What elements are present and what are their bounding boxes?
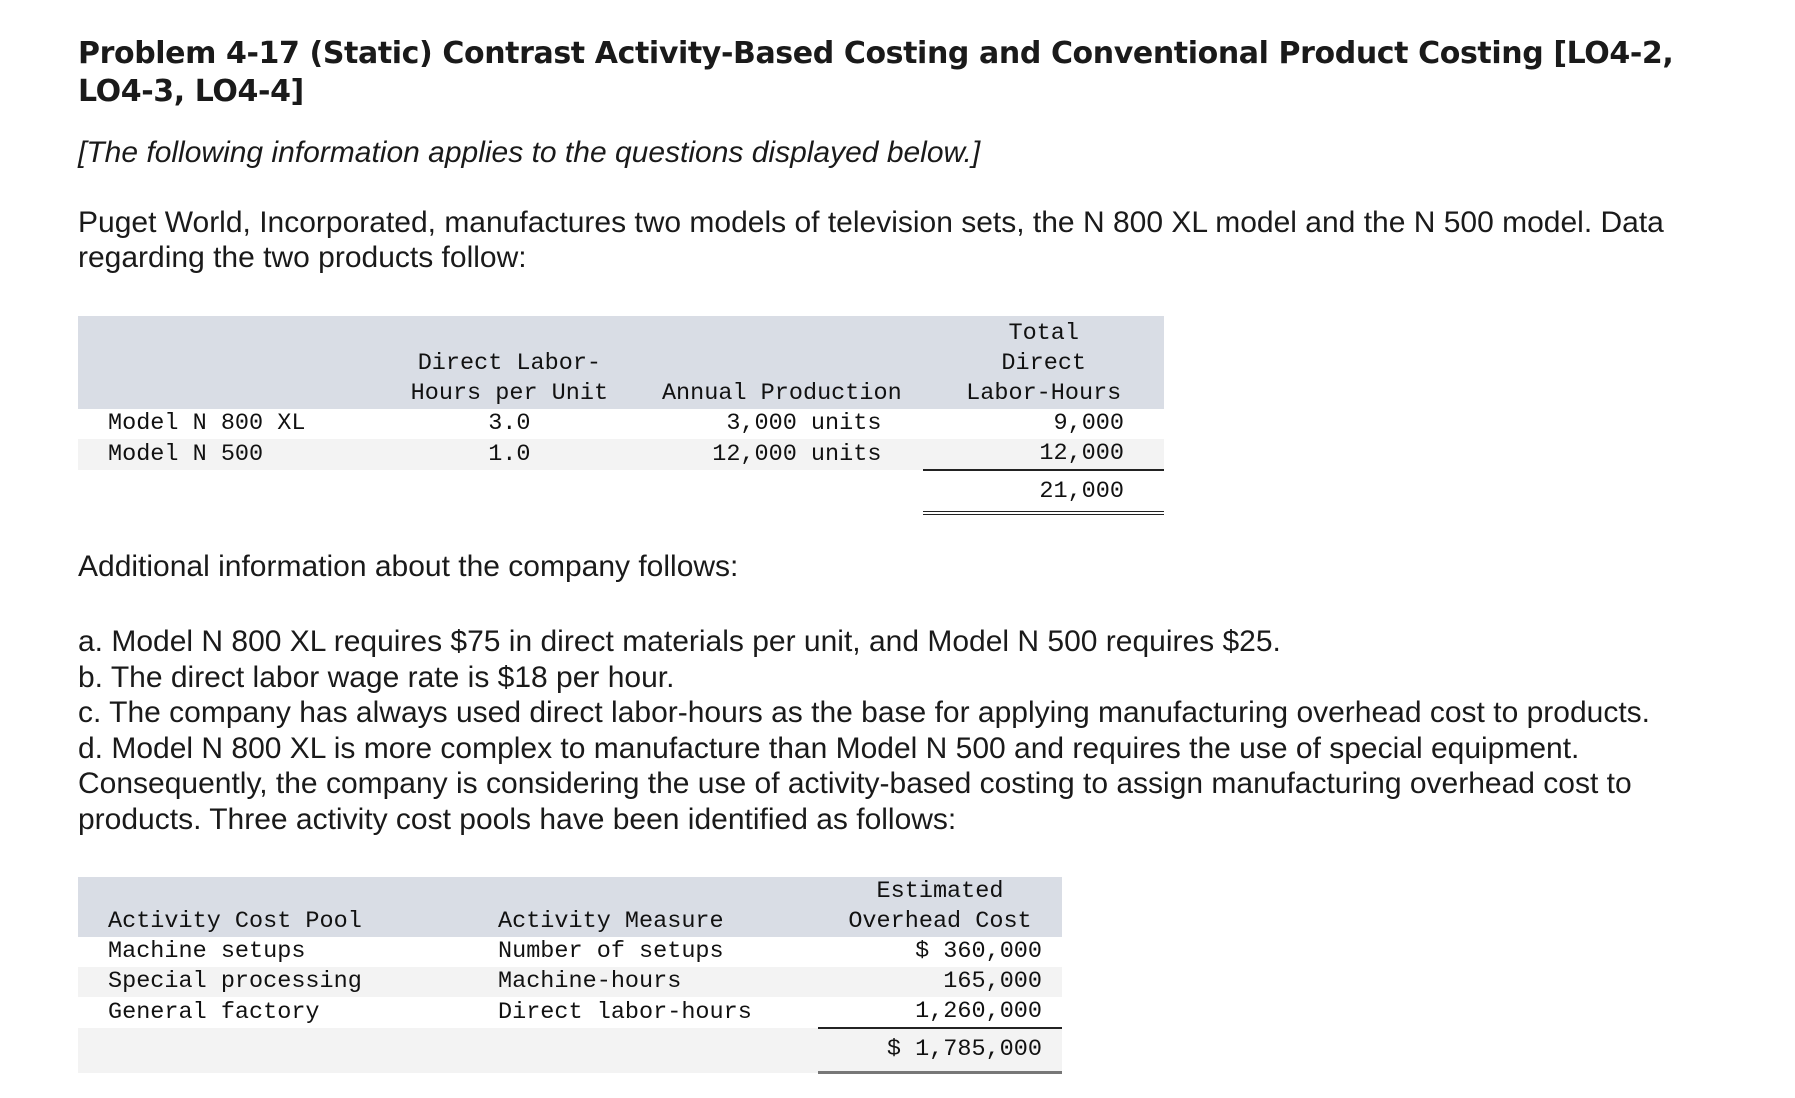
header-hours-line2: Hours per Unit xyxy=(410,380,609,407)
table-row xyxy=(78,997,1062,1028)
header-production-text: Annual Production xyxy=(661,380,902,407)
applies-note: [The following information applies to the questions displayed below.] xyxy=(78,136,981,169)
table-row xyxy=(78,439,1164,470)
list-item: c. The company has always used direct labor-hours as the base for applying manufacturing overhead cost to products. xyxy=(78,696,1650,729)
additional-items-list xyxy=(78,624,1717,837)
activity-measure: Number of setups xyxy=(498,937,818,967)
header-cost-line1: Estimated xyxy=(876,878,1004,905)
activity-measure: Direct labor-hours xyxy=(498,997,818,1028)
hours-per-unit: 3.0 xyxy=(379,409,641,439)
activity-pool: General factory xyxy=(78,997,498,1028)
grand-total-overhead: $ 1,785,000 xyxy=(818,1028,1062,1073)
table-row xyxy=(78,967,1062,997)
table-row xyxy=(78,937,1062,967)
total-row xyxy=(78,1028,1062,1073)
list-item: a. Model N 800 XL requires $75 in direct materials per unit, and Model N 500 requires $25. xyxy=(78,625,1281,658)
header-activity-cost-pool xyxy=(78,877,498,937)
intro-paragraph: Puget World, Incorporated, manufactures two models of television sets, the N 800 XL model and the N 500 model. Data regarding the two products follow: xyxy=(78,206,1664,274)
activity-measure: Machine-hours xyxy=(498,967,818,997)
annual-production: 3,000 units xyxy=(640,409,923,439)
activity-pool: Machine setups xyxy=(78,937,498,967)
total-dlh: 12,000 xyxy=(923,439,1164,470)
activity-pool: Special processing xyxy=(78,967,498,997)
model-label: Model N 800 XL xyxy=(78,409,379,439)
products-header-blank xyxy=(78,316,379,409)
list-item: d. Model N 800 XL is more complex to manufacture than Model N 500 and requires the use of special equipment. Consequently, the company is considering the use of activity-based costing to assign manufacturing overhead cost to products. Three activity cost pools have been identified as follows: xyxy=(78,731,1632,836)
overhead-cost: 165,000 xyxy=(818,967,1062,997)
header-pool-text: Activity Cost Pool xyxy=(108,908,362,935)
problem-title: Problem 4-17 (Static) Contrast Activity-Based Costing and Conventional Product Costing [LO4-2, LO4-3, LO4-4] xyxy=(78,36,1674,109)
header-total-line3: Labor-Hours xyxy=(966,380,1122,407)
header-total-dlh xyxy=(923,316,1164,409)
header-activity-measure xyxy=(498,877,818,937)
table-row xyxy=(78,409,1164,439)
header-hours-per-unit xyxy=(379,316,641,409)
list-item: b. The direct labor wage rate is $18 per hour. xyxy=(78,660,675,694)
model-label: Model N 500 xyxy=(78,439,379,470)
hours-per-unit: 1.0 xyxy=(379,439,641,470)
header-hours-line1: Direct Labor- xyxy=(417,350,602,377)
total-row xyxy=(78,470,1164,513)
products-table xyxy=(78,316,1164,515)
header-cost-line2: Overhead Cost xyxy=(848,908,1032,935)
header-total-line1: Total xyxy=(1008,320,1079,347)
activity-table xyxy=(78,877,1062,1074)
grand-total-dlh: 21,000 xyxy=(923,470,1164,513)
additional-heading: Additional information about the company follows: xyxy=(78,550,739,583)
overhead-cost: 1,260,000 xyxy=(818,997,1062,1028)
header-total-line2: Direct xyxy=(1001,350,1087,377)
overhead-cost: $ 360,000 xyxy=(818,937,1062,967)
total-dlh: 9,000 xyxy=(923,409,1164,439)
header-measure-text: Activity Measure xyxy=(498,908,724,935)
annual-production: 12,000 units xyxy=(640,439,923,470)
header-annual-production xyxy=(640,316,923,409)
header-estimated-overhead xyxy=(818,877,1062,937)
